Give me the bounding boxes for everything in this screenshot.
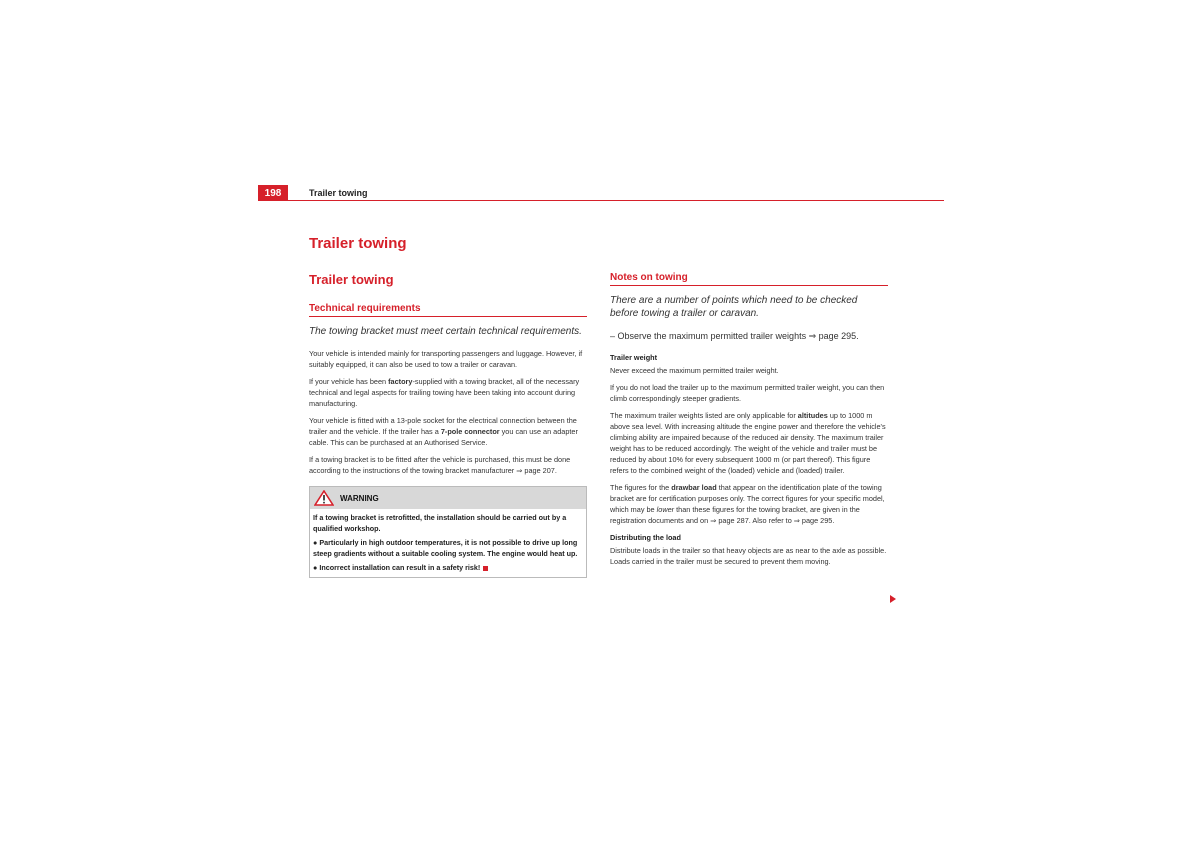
- left-column: [309, 272, 587, 578]
- warning-triangle-icon: [314, 490, 334, 506]
- paragraph: Your vehicle is intended mainly for transporting passengers and luggage. However, if suitably equipped, it can also be used to tow a trailer or caravan.: [309, 349, 583, 369]
- warning-label: WARNING: [340, 493, 379, 503]
- warning-bullet: ● Particularly in high outdoor temperatures, it is not possible to drive up long steep gradients without a suitable cooling system. The engine would heat up.: [313, 538, 578, 558]
- subsection-title-notes: Notes on towing: [610, 272, 888, 286]
- right-column: [610, 272, 888, 573]
- intro-notes: There are a number of points which need to be checked before towing a trailer or caravan.: [610, 295, 858, 319]
- page-number: 198: [258, 185, 288, 201]
- paragraph: The maximum trailer weights listed are only applicable for altitudes up to 1000 m above sea level. With increasing altitude the engine power and therefore the vehicle's climbing ability are impaired because of the reduced air density. The maximum trailer weight has to be reduced accordingly. The weight of the vehicle and trailer must be reduced by about 10% for every subsequent 1000 m (or part thereof). This figure refers to the combined weight of the (loaded) vehicle and (loaded) trailer.: [610, 411, 886, 475]
- warning-bullet: ● Incorrect installation can result in a safety risk!: [313, 562, 583, 573]
- warning-text: If a towing bracket is retrofitted, the installation should be carried out by a qualified workshop.: [313, 513, 567, 533]
- paragraph: If you do not load the trailer up to the maximum permitted trailer weight, you can then climb correspondingly steeper gradients.: [610, 383, 885, 403]
- running-title: Trailer towing: [309, 188, 368, 198]
- paragraph: If a towing bracket is to be fitted after the vehicle is purchased, this must be done according to the instructions of the towing bracket manufacturer ⇒ page 207.: [309, 455, 571, 475]
- paragraph: If your vehicle has been factory-supplied with a towing bracket, all of the necessary technical and legal aspects for trailing towing have been taking into account during manufacturing.: [309, 377, 580, 408]
- paragraph: Never exceed the maximum permitted trailer weight.: [610, 366, 779, 375]
- warning-box: [309, 486, 587, 578]
- chapter-title: Trailer towing: [309, 235, 407, 252]
- heading-distributing-load: Distributing the load: [610, 533, 681, 542]
- subsection-title-technical: Technical requirements: [309, 303, 587, 317]
- paragraph: The figures for the drawbar load that appear on the identification plate of the towing bracket are for certification purposes only. The correct figures for your specific model, which may be lower than these figures for the towing bracket, are given in the registration documents and on ⇒ page 287. Also refer to ⇒ page 295.: [610, 483, 885, 525]
- paragraph: Your vehicle is fitted with a 13-pole socket for the electrical connection between the trailer and the vehicle. If the trailer has a 7-pole connector you can use an adapter cable. This can be purchased at an Authorised Service.: [309, 416, 578, 447]
- intro-technical: The towing bracket must meet certain technical requirements.: [309, 326, 582, 337]
- section-title: Trailer towing: [309, 272, 394, 287]
- heading-trailer-weight: Trailer weight: [610, 353, 658, 362]
- instruction-step: – Observe the maximum permitted trailer weights ⇒ page 295.: [610, 331, 859, 341]
- warning-header: [310, 487, 586, 509]
- header-rule: [258, 200, 944, 201]
- continue-arrow-icon: [890, 595, 896, 603]
- end-of-section-icon: [483, 566, 488, 571]
- paragraph: Distribute loads in the trailer so that heavy objects are as near to the axle as possible. Loads carried in the trailer must be secured to prevent them moving.: [610, 546, 887, 566]
